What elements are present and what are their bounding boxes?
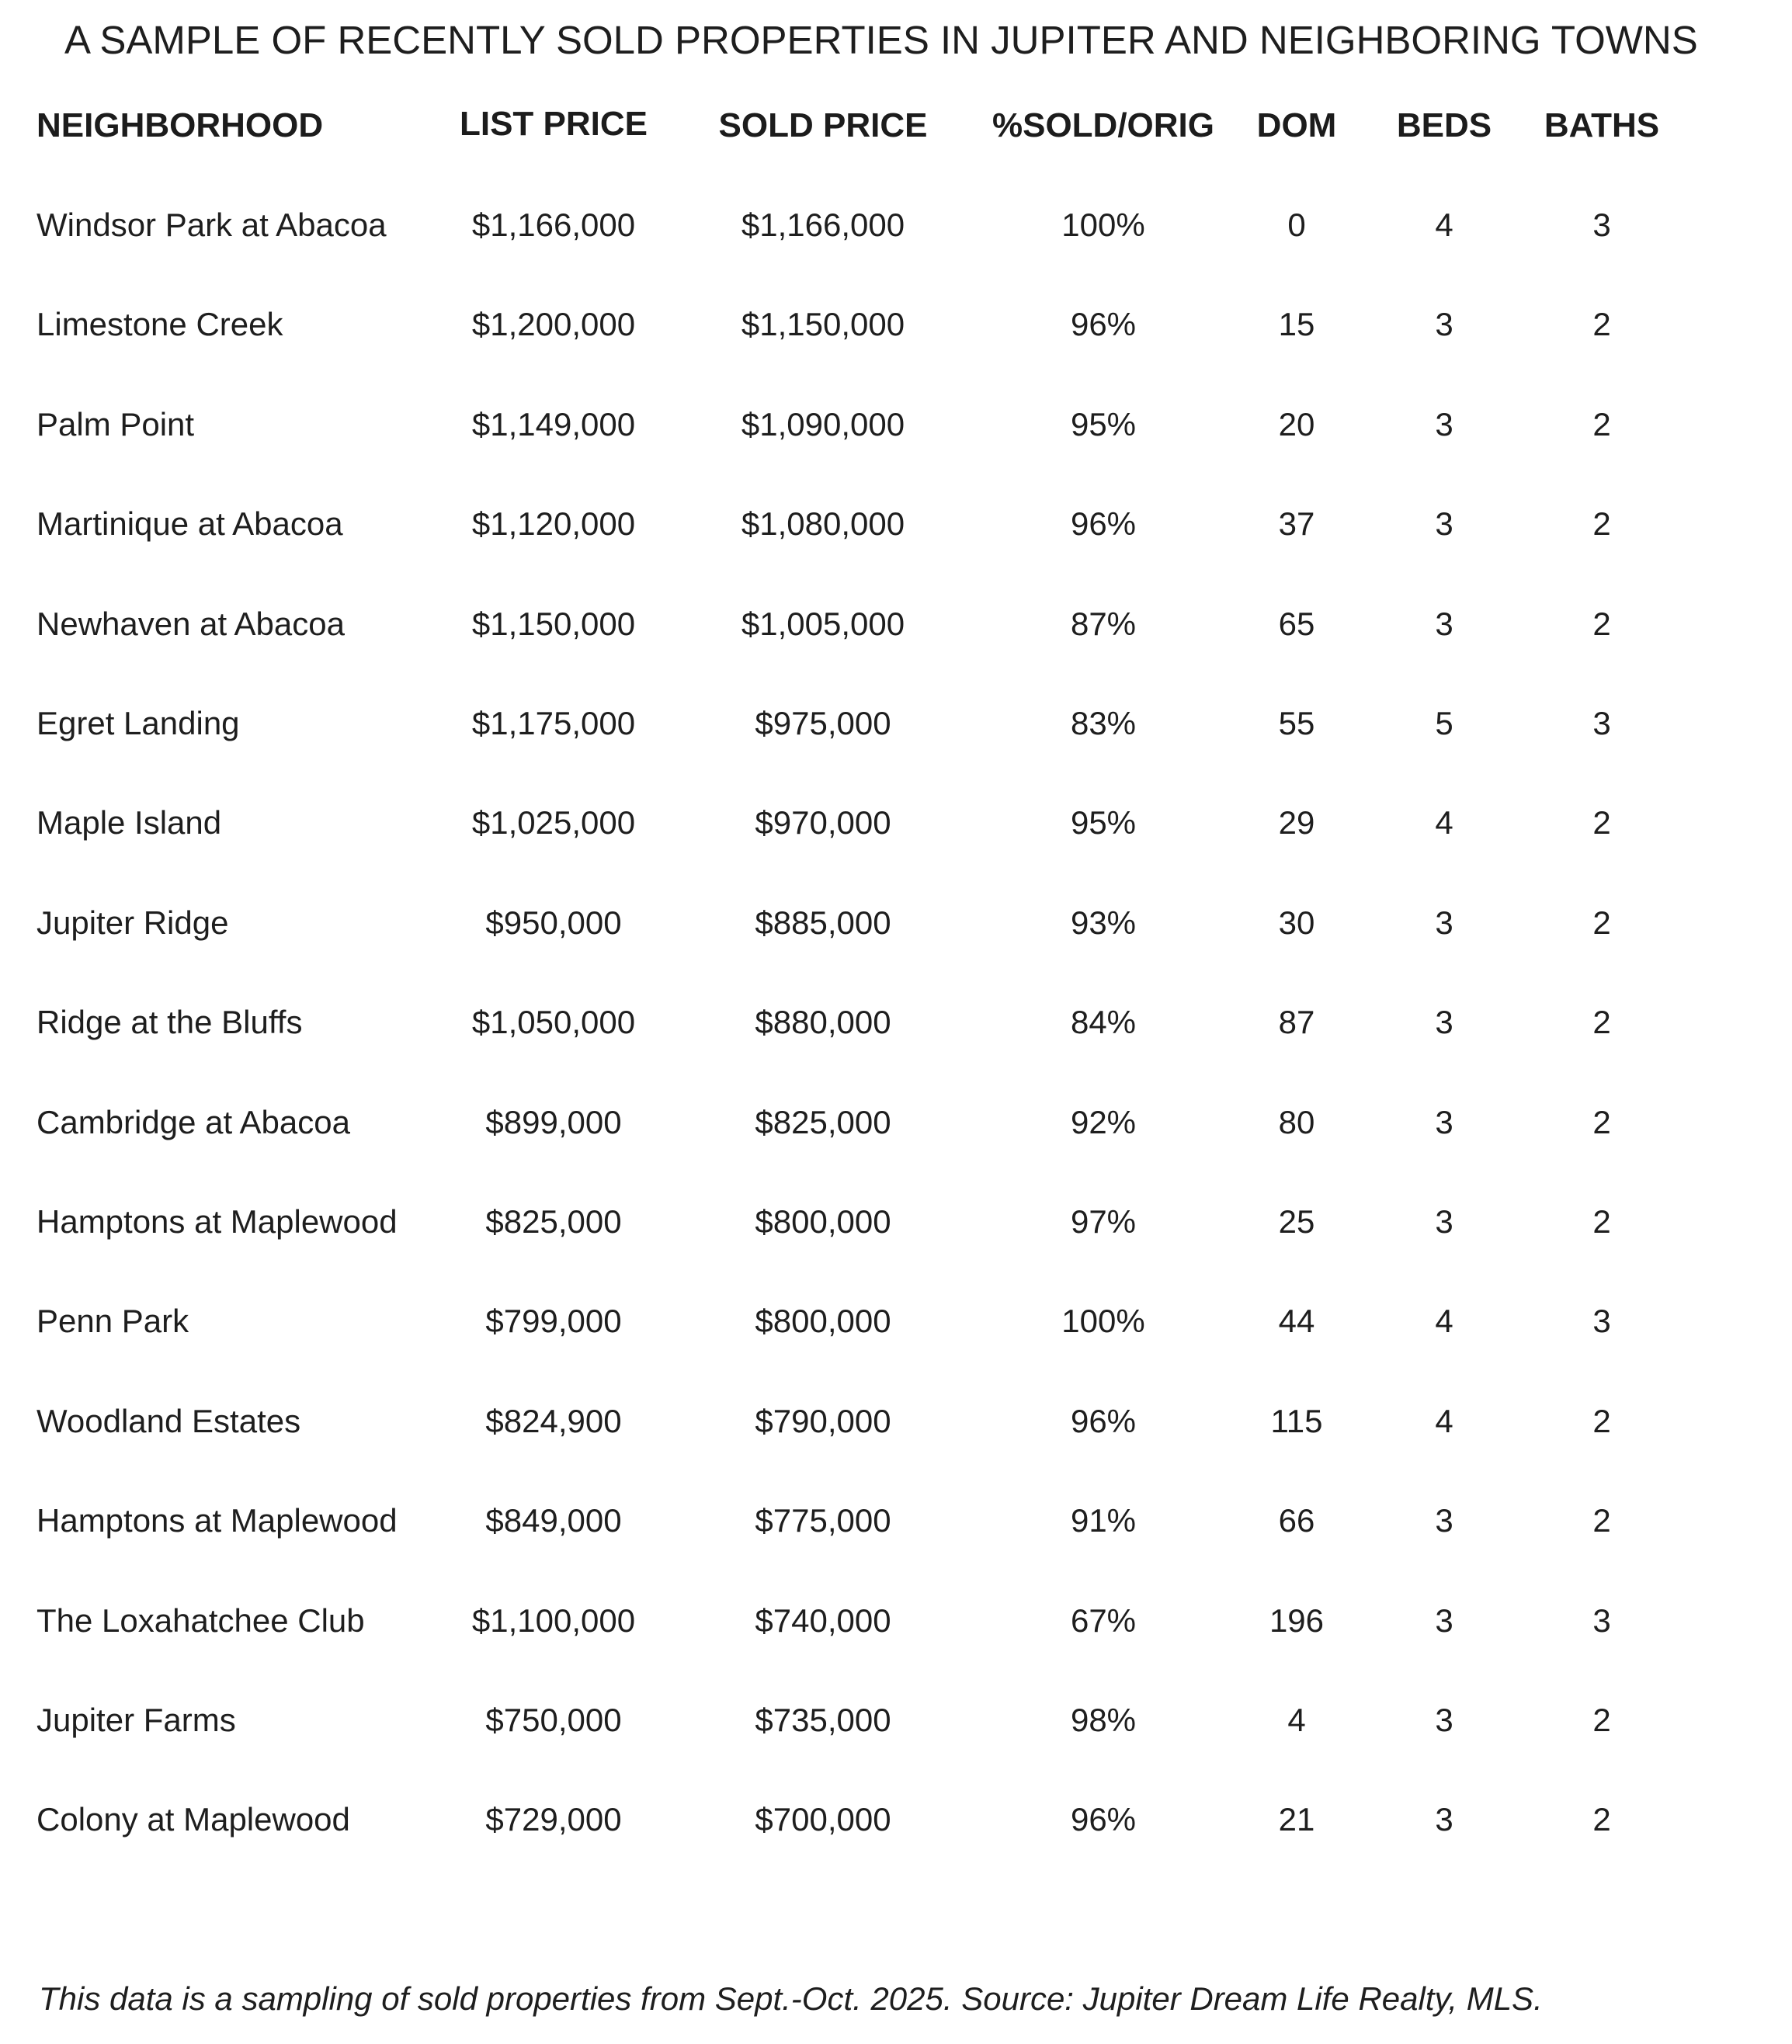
cell-baths: 2 (1592, 1104, 1611, 1140)
cell-pct-sold-orig: 96% (1070, 1801, 1137, 1838)
cell-neighborhood: Palm Point (36, 406, 195, 442)
cell-beds: 3 (1435, 606, 1453, 642)
cell-list-price: $1,025,000 (471, 804, 636, 841)
cell-neighborhood: Maple Island (36, 804, 222, 841)
cell-baths: 2 (1592, 904, 1611, 941)
cell-sold-price: $1,080,000 (741, 505, 905, 542)
cell-dom: 4 (1287, 1702, 1306, 1738)
cell-pct-sold-orig: 95% (1070, 406, 1137, 442)
cell-pct-sold-orig: 96% (1070, 306, 1137, 342)
cell-sold-price: $885,000 (755, 904, 891, 941)
header-neighborhood: NEIGHBORHOOD (36, 106, 324, 144)
cell-sold-price: $1,005,000 (741, 606, 905, 642)
header-sold-price: SOLD PRICE (718, 106, 928, 144)
cell-list-price: $729,000 (485, 1801, 622, 1838)
cell-pct-sold-orig: 100% (1061, 1303, 1145, 1339)
cell-beds: 3 (1435, 1004, 1453, 1040)
page-title: A SAMPLE OF RECENTLY SOLD PROPERTIES IN JUPITER AND NEIGHBORING TOWNS (64, 18, 1698, 62)
cell-dom: 30 (1278, 904, 1315, 941)
cell-pct-sold-orig: 84% (1070, 1004, 1137, 1040)
header-list-price: LIST PRICE (459, 105, 648, 143)
cell-neighborhood: Woodland Estates (36, 1403, 301, 1439)
cell-dom: 29 (1278, 804, 1315, 841)
cell-list-price: $824,900 (485, 1403, 622, 1439)
cell-neighborhood: Windsor Park at Abacoa (36, 206, 387, 243)
cell-baths: 2 (1592, 1203, 1611, 1240)
cell-pct-sold-orig: 91% (1070, 1502, 1137, 1539)
cell-dom: 15 (1278, 306, 1315, 342)
cell-beds: 3 (1435, 1602, 1453, 1639)
cell-neighborhood: Hamptons at Maplewood (36, 1203, 398, 1240)
cell-neighborhood: Ridge at the Bluffs (36, 1004, 303, 1040)
cell-sold-price: $790,000 (755, 1403, 891, 1439)
cell-list-price: $1,150,000 (471, 606, 636, 642)
cell-pct-sold-orig: 97% (1070, 1203, 1137, 1240)
cell-list-price: $849,000 (485, 1502, 622, 1539)
cell-dom: 66 (1278, 1502, 1315, 1539)
cell-list-price: $1,149,000 (471, 406, 636, 442)
source-note: This data is a sampling of sold properties from Sept.-Oct. 2025. Source: Jupiter Dream Life Realty, MLS. (39, 1980, 1543, 2017)
cell-beds: 4 (1435, 206, 1453, 243)
cell-sold-price: $1,090,000 (741, 406, 905, 442)
cell-pct-sold-orig: 96% (1070, 505, 1137, 542)
cell-list-price: $799,000 (485, 1303, 622, 1339)
cell-sold-price: $800,000 (755, 1203, 891, 1240)
cell-beds: 4 (1435, 1303, 1453, 1339)
cell-sold-price: $700,000 (755, 1801, 891, 1838)
cell-pct-sold-orig: 93% (1070, 904, 1137, 941)
cell-baths: 2 (1592, 306, 1611, 342)
cell-neighborhood: Penn Park (36, 1303, 189, 1339)
cell-beds: 4 (1435, 1403, 1453, 1439)
cell-neighborhood: Newhaven at Abacoa (36, 606, 345, 642)
cell-dom: 87 (1278, 1004, 1315, 1040)
cell-dom: 25 (1278, 1203, 1315, 1240)
cell-beds: 3 (1435, 904, 1453, 941)
cell-dom: 196 (1269, 1602, 1325, 1639)
cell-list-price: $950,000 (485, 904, 622, 941)
cell-baths: 2 (1592, 1502, 1611, 1539)
cell-baths: 3 (1592, 705, 1611, 741)
cell-pct-sold-orig: 96% (1070, 1403, 1137, 1439)
cell-neighborhood: Jupiter Farms (36, 1702, 236, 1738)
cell-pct-sold-orig: 83% (1070, 705, 1137, 741)
cell-sold-price: $800,000 (755, 1303, 891, 1339)
cell-sold-price: $975,000 (755, 705, 891, 741)
cell-beds: 3 (1435, 1203, 1453, 1240)
cell-pct-sold-orig: 95% (1070, 804, 1137, 841)
cell-dom: 37 (1278, 505, 1315, 542)
cell-list-price: $1,100,000 (471, 1602, 636, 1639)
cell-baths: 3 (1592, 206, 1611, 243)
cell-beds: 3 (1435, 1104, 1453, 1140)
cell-dom: 80 (1278, 1104, 1315, 1140)
header-pct-sold-orig: %SOLD/ORIG (992, 106, 1215, 144)
cell-beds: 3 (1435, 505, 1453, 542)
cell-baths: 2 (1592, 606, 1611, 642)
cell-baths: 2 (1592, 1004, 1611, 1040)
cell-list-price: $1,166,000 (471, 206, 636, 243)
cell-beds: 3 (1435, 306, 1453, 342)
cell-beds: 3 (1435, 1702, 1453, 1738)
cell-baths: 3 (1592, 1303, 1611, 1339)
cell-beds: 3 (1435, 1801, 1453, 1838)
cell-neighborhood: The Loxahatchee Club (36, 1602, 365, 1639)
cell-beds: 5 (1435, 705, 1453, 741)
cell-dom: 44 (1278, 1303, 1315, 1339)
cell-baths: 2 (1592, 1801, 1611, 1838)
cell-dom: 20 (1278, 406, 1315, 442)
cell-dom: 0 (1287, 206, 1306, 243)
cell-dom: 115 (1270, 1403, 1323, 1439)
cell-baths: 2 (1592, 505, 1611, 542)
cell-sold-price: $775,000 (755, 1502, 891, 1539)
cell-list-price: $1,120,000 (471, 505, 636, 542)
cell-neighborhood: Egret Landing (36, 705, 240, 741)
cell-list-price: $1,050,000 (471, 1004, 636, 1040)
cell-sold-price: $970,000 (755, 804, 891, 841)
cell-pct-sold-orig: 100% (1061, 206, 1145, 243)
cell-neighborhood: Jupiter Ridge (36, 904, 229, 941)
cell-beds: 3 (1435, 1502, 1453, 1539)
header-dom: DOM (1256, 106, 1337, 144)
cell-neighborhood: Limestone Creek (36, 306, 283, 342)
cell-sold-price: $880,000 (755, 1004, 891, 1040)
header-beds: BEDS (1396, 106, 1492, 144)
cell-sold-price: $825,000 (755, 1104, 891, 1140)
cell-neighborhood: Cambridge at Abacoa (36, 1104, 350, 1140)
cell-neighborhood: Hamptons at Maplewood (36, 1502, 398, 1539)
cell-baths: 2 (1592, 406, 1611, 442)
cell-baths: 2 (1592, 804, 1611, 841)
cell-list-price: $825,000 (485, 1203, 622, 1240)
cell-neighborhood: Martinique at Abacoa (36, 505, 343, 542)
cell-baths: 2 (1592, 1702, 1611, 1738)
cell-list-price: $1,175,000 (471, 705, 636, 741)
cell-list-price: $1,200,000 (471, 306, 636, 342)
cell-sold-price: $740,000 (755, 1602, 891, 1639)
cell-list-price: $750,000 (485, 1702, 622, 1738)
cell-dom: 21 (1278, 1801, 1315, 1838)
cell-neighborhood: Colony at Maplewood (36, 1801, 350, 1838)
cell-pct-sold-orig: 98% (1070, 1702, 1137, 1738)
cell-baths: 3 (1592, 1602, 1611, 1639)
cell-baths: 2 (1592, 1403, 1611, 1439)
cell-pct-sold-orig: 87% (1070, 606, 1137, 642)
cell-list-price: $899,000 (485, 1104, 622, 1140)
header-baths: BATHS (1544, 106, 1660, 144)
cell-dom: 55 (1278, 705, 1315, 741)
cell-beds: 3 (1435, 406, 1453, 442)
cell-sold-price: $735,000 (755, 1702, 891, 1738)
cell-dom: 65 (1278, 606, 1315, 642)
cell-sold-price: $1,166,000 (741, 206, 905, 243)
cell-pct-sold-orig: 92% (1070, 1104, 1137, 1140)
cell-sold-price: $1,150,000 (741, 306, 905, 342)
cell-beds: 4 (1435, 804, 1453, 841)
cell-pct-sold-orig: 67% (1070, 1602, 1137, 1639)
